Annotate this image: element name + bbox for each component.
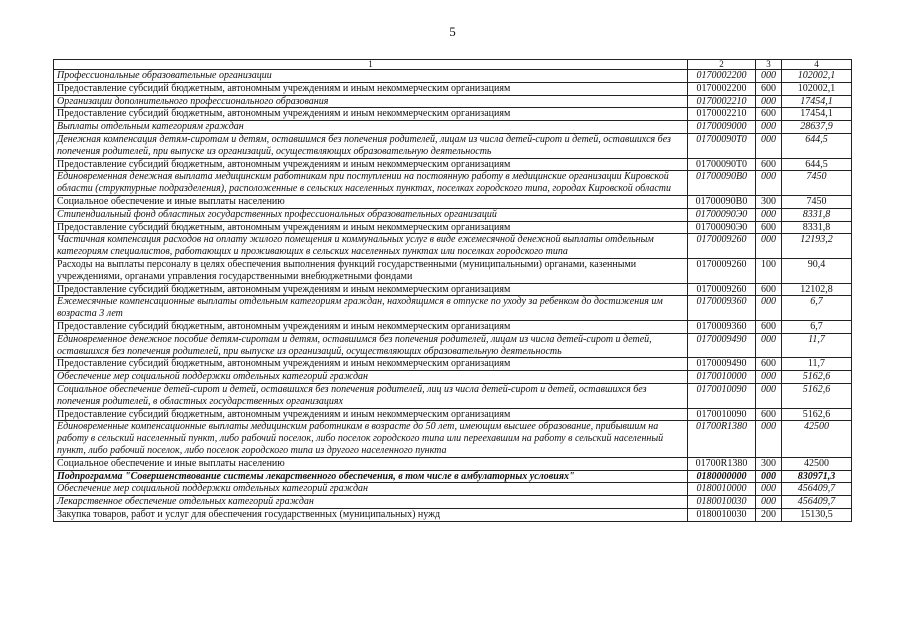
row-sum-cell: 6,7 <box>782 296 852 321</box>
row-type-cell: 000 <box>756 133 782 158</box>
row-code-cell: 01700090Э0 <box>688 208 756 221</box>
row-type-cell: 000 <box>756 483 782 496</box>
table-row <box>54 221 852 234</box>
row-code-cell: 0170009360 <box>688 296 756 321</box>
row-name-cell: Стипендиальный фонд областных государственных профессиональных образовательных организаций <box>54 208 688 221</box>
row-type-cell: 600 <box>756 283 782 296</box>
row-code-cell: 0170010000 <box>688 371 756 384</box>
row-type-cell: 600 <box>756 82 782 95</box>
row-code-cell: 01700090В0 <box>688 195 756 208</box>
table-row <box>54 333 852 358</box>
row-type-cell: 000 <box>756 333 782 358</box>
table-row <box>54 195 852 208</box>
row-sum-cell: 456409,7 <box>782 496 852 509</box>
row-code-cell: 0170009490 <box>688 358 756 371</box>
table-row <box>54 158 852 171</box>
row-name-cell: Предоставление субсидий бюджетным, автономным учреждениям и иным некоммерческим организациям <box>54 158 688 171</box>
row-code-cell: 0180010030 <box>688 508 756 521</box>
row-code-cell: 0170009360 <box>688 320 756 333</box>
table-row <box>54 296 852 321</box>
table-row <box>54 408 852 421</box>
header-col-4: 4 <box>782 60 852 70</box>
row-code-cell: 0170002210 <box>688 108 756 121</box>
row-sum-cell: 12102,8 <box>782 283 852 296</box>
row-name-cell: Предоставление субсидий бюджетным, автономным учреждениям и иным некоммерческим организациям <box>54 283 688 296</box>
row-sum-cell: 42500 <box>782 457 852 470</box>
row-type-cell: 600 <box>756 158 782 171</box>
row-sum-cell: 830971,3 <box>782 470 852 483</box>
row-code-cell: 01700090Т0 <box>688 133 756 158</box>
row-type-cell: 000 <box>756 296 782 321</box>
row-sum-cell: 11,7 <box>782 333 852 358</box>
row-type-cell: 000 <box>756 234 782 259</box>
row-sum-cell: 8331,8 <box>782 208 852 221</box>
row-sum-cell: 8331,8 <box>782 221 852 234</box>
table-row <box>54 483 852 496</box>
table-row <box>54 371 852 384</box>
row-type-cell: 000 <box>756 171 782 196</box>
table-row <box>54 320 852 333</box>
table-row <box>54 496 852 509</box>
table-row <box>54 133 852 158</box>
row-sum-cell: 5162,6 <box>782 371 852 384</box>
row-name-cell: Лекарственное обеспечение отдельных категорий граждан <box>54 496 688 509</box>
row-code-cell: 0170009490 <box>688 333 756 358</box>
row-name-cell: Единовременная денежная выплата медицинским работникам при поступлении на постоянную работу в медицинские организации Кировской области (структурные подразделения), расположенные в сельских населенных пунктах, поселках городского типа, городах Кировской области <box>54 171 688 196</box>
table-row <box>54 283 852 296</box>
row-name-cell: Расходы на выплаты персоналу в целях обеспечения выполнения функций государственными (муниципальными) органами, казенными учреждениями, органами управления государственными внебюджетными фондами <box>54 258 688 283</box>
page-number: 5 <box>449 24 456 39</box>
row-code-cell: 01700R1380 <box>688 421 756 457</box>
row-code-cell: 0180010030 <box>688 496 756 509</box>
row-type-cell: 300 <box>756 457 782 470</box>
row-name-cell: Закупка товаров, работ и услуг для обеспечения государственных (муниципальных) нужд <box>54 508 688 521</box>
row-code-cell: 0170009000 <box>688 121 756 134</box>
row-name-cell: Предоставление субсидий бюджетным, автономным учреждениям и иным некоммерческим организациям <box>54 408 688 421</box>
row-sum-cell: 11,7 <box>782 358 852 371</box>
row-code-cell: 01700R1380 <box>688 457 756 470</box>
table-row <box>54 234 852 259</box>
row-sum-cell: 28637,9 <box>782 121 852 134</box>
row-sum-cell: 644,5 <box>782 158 852 171</box>
row-name-cell: Предоставление субсидий бюджетным, автономным учреждениям и иным некоммерческим организациям <box>54 82 688 95</box>
row-sum-cell: 456409,7 <box>782 483 852 496</box>
row-sum-cell: 102002,1 <box>782 70 852 83</box>
table-header-row <box>54 60 852 70</box>
row-type-cell: 000 <box>756 421 782 457</box>
row-name-cell: Единовременные компенсационные выплаты медицинским работникам в возрасте до 50 лет, имеющим высшее образование, прибывшим на работу в сельский населенный пункт, либо рабочий поселок, либо поселок городского типа или переехавшим на работу в сельский населенный пункт, либо рабочий поселок, либо поселок городского типа из другого населенного пункта <box>54 421 688 457</box>
budget-table <box>53 59 852 522</box>
row-code-cell: 0170002210 <box>688 95 756 108</box>
row-code-cell: 0180010000 <box>688 483 756 496</box>
row-type-cell: 000 <box>756 70 782 83</box>
row-code-cell: 0170002200 <box>688 82 756 95</box>
row-sum-cell: 17454,1 <box>782 108 852 121</box>
row-type-cell: 000 <box>756 121 782 134</box>
row-name-cell: Социальное обеспечение и иные выплаты населению <box>54 195 688 208</box>
table-row <box>54 121 852 134</box>
row-code-cell: 0180000000 <box>688 470 756 483</box>
row-sum-cell: 6,7 <box>782 320 852 333</box>
row-name-cell: Обеспечение мер социальной поддержки отдельных категорий граждан <box>54 371 688 384</box>
row-sum-cell: 90,4 <box>782 258 852 283</box>
table-row <box>54 82 852 95</box>
row-type-cell: 000 <box>756 383 782 408</box>
row-type-cell: 000 <box>756 371 782 384</box>
row-type-cell: 600 <box>756 408 782 421</box>
row-sum-cell: 7450 <box>782 171 852 196</box>
table-row <box>54 457 852 470</box>
header-col-2: 2 <box>688 60 756 70</box>
row-name-cell: Предоставление субсидий бюджетным, автономным учреждениям и иным некоммерческим организациям <box>54 221 688 234</box>
row-code-cell: 0170009260 <box>688 234 756 259</box>
row-name-cell: Обеспечение мер социальной поддержки отдельных категорий граждан <box>54 483 688 496</box>
row-type-cell: 000 <box>756 95 782 108</box>
row-name-cell: Социальное обеспечение детей-сирот и детей, оставшихся без попечения родителей, лиц из числа детей-сирот и детей, оставшихся без попечения родителей, в областных государственных организациях <box>54 383 688 408</box>
row-name-cell: Подпрограмма "Совершенствование системы лекарственного обеспечения, в том числе в амбулаторных условиях" <box>54 470 688 483</box>
row-code-cell: 01700090В0 <box>688 171 756 196</box>
row-name-cell: Выплаты отдельным категориям граждан <box>54 121 688 134</box>
row-sum-cell: 17454,1 <box>782 95 852 108</box>
row-type-cell: 300 <box>756 195 782 208</box>
row-name-cell: Социальное обеспечение и иные выплаты населению <box>54 457 688 470</box>
header-col-3: 3 <box>756 60 782 70</box>
row-name-cell: Частичная компенсация расходов на оплату жилого помещения и коммунальных услуг в виде ежемесячной денежной выплаты отдельным категориям специалистов, работающих и проживающих в сельских населенных пунктах или поселках городского типа <box>54 234 688 259</box>
table-row <box>54 470 852 483</box>
row-name-cell: Предоставление субсидий бюджетным, автономным учреждениям и иным некоммерческим организациям <box>54 108 688 121</box>
row-sum-cell: 7450 <box>782 195 852 208</box>
row-sum-cell: 12193,2 <box>782 234 852 259</box>
table-row <box>54 508 852 521</box>
table-row <box>54 383 852 408</box>
row-name-cell: Организации дополнительного профессионального образования <box>54 95 688 108</box>
row-code-cell: 0170010090 <box>688 408 756 421</box>
row-code-cell: 0170010090 <box>688 383 756 408</box>
table-row <box>54 95 852 108</box>
row-type-cell: 000 <box>756 496 782 509</box>
table-row <box>54 258 852 283</box>
row-code-cell: 01700090Э0 <box>688 221 756 234</box>
table-row <box>54 208 852 221</box>
table-row <box>54 70 852 83</box>
table-row <box>54 171 852 196</box>
row-sum-cell: 15130,5 <box>782 508 852 521</box>
row-type-cell: 600 <box>756 320 782 333</box>
row-name-cell: Единовременное денежное пособие детям-сиротам и детям, оставшимся без попечения родителей, лицам из числа детей-сирот и детей, оставшихся без попечения родителей, при выпуске из организаций, осуществляющих образовательную деятельность <box>54 333 688 358</box>
row-type-cell: 600 <box>756 358 782 371</box>
row-name-cell: Предоставление субсидий бюджетным, автономным учреждениям и иным некоммерческим организациям <box>54 320 688 333</box>
row-sum-cell: 5162,6 <box>782 408 852 421</box>
row-code-cell: 0170009260 <box>688 258 756 283</box>
row-name-cell: Денежная компенсация детям-сиротам и детям, оставшимся без попечения родителей, лицам из числа детей-сирот и детей, оставшихся без попечения родителей, при выпуске из организаций, осуществляющих образовательную деятельность <box>54 133 688 158</box>
row-code-cell: 01700090Т0 <box>688 158 756 171</box>
row-name-cell: Профессиональные образовательные организации <box>54 70 688 83</box>
table-row <box>54 421 852 457</box>
row-sum-cell: 644,5 <box>782 133 852 158</box>
row-type-cell: 200 <box>756 508 782 521</box>
row-sum-cell: 5162,6 <box>782 383 852 408</box>
row-type-cell: 000 <box>756 470 782 483</box>
table-row <box>54 358 852 371</box>
row-sum-cell: 102002,1 <box>782 82 852 95</box>
row-type-cell: 100 <box>756 258 782 283</box>
row-code-cell: 0170009260 <box>688 283 756 296</box>
row-type-cell: 000 <box>756 208 782 221</box>
row-type-cell: 600 <box>756 221 782 234</box>
row-sum-cell: 42500 <box>782 421 852 457</box>
row-code-cell: 0170002200 <box>688 70 756 83</box>
row-name-cell: Предоставление субсидий бюджетным, автономным учреждениям и иным некоммерческим организациям <box>54 358 688 371</box>
table-row <box>54 108 852 121</box>
row-name-cell: Ежемесячные компенсационные выплаты отдельным категориям граждан, находящимся в отпуске по уходу за ребенком до достижения им возраста 3 лет <box>54 296 688 321</box>
header-col-1: 1 <box>54 60 688 70</box>
row-type-cell: 600 <box>756 108 782 121</box>
